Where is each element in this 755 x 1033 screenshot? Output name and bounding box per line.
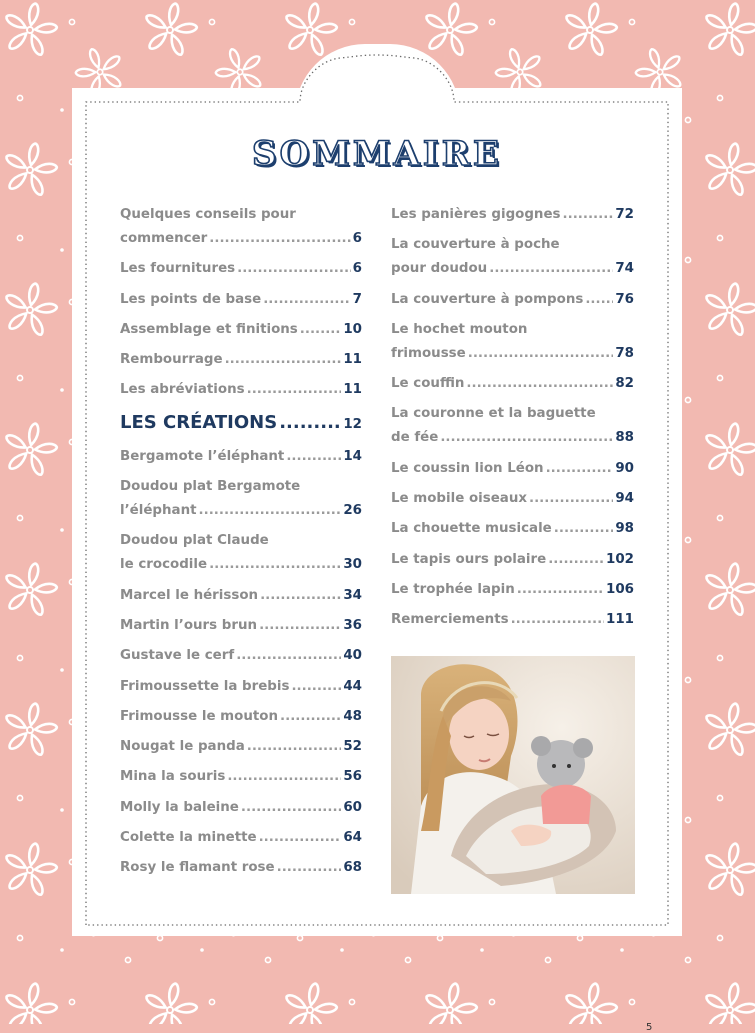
- toc-entry-page: 6: [352, 231, 362, 246]
- toc-entry-title: Molly la baleine: [120, 799, 239, 815]
- dot-leader: [241, 796, 341, 820]
- toc-entry-title: Le couffin: [391, 376, 465, 392]
- page-number: 5: [646, 1022, 653, 1033]
- dot-leader: [209, 553, 341, 577]
- toc-entry-line: [391, 402, 634, 426]
- toc-entry-title: La chouette musicale: [391, 521, 552, 537]
- toc-entry[interactable]: [391, 608, 634, 632]
- toc-entry[interactable]: [120, 644, 362, 668]
- toc-creations-list: [120, 445, 362, 881]
- toc-entry-title: La couverture à poche: [391, 237, 560, 253]
- toc-entry-page: 94: [615, 491, 634, 507]
- toc-entry[interactable]: [120, 348, 362, 372]
- toc-entry-title: Gustave le cerf: [120, 648, 235, 664]
- toc-entry[interactable]: [391, 517, 634, 541]
- toc-entry[interactable]: [391, 288, 634, 312]
- toc-entry-line: [120, 318, 362, 342]
- toc-entry[interactable]: [120, 675, 362, 699]
- toc-entry[interactable]: [120, 318, 362, 342]
- toc-entry-page: 14: [343, 448, 362, 464]
- toc-entry-line: [120, 826, 362, 850]
- toc-entry-title: Marcel le hérisson: [120, 587, 259, 603]
- toc-entry-title: Bergamote l’éléphant: [120, 448, 285, 464]
- toc-entry-page: 52: [343, 739, 362, 755]
- toc-entry[interactable]: [391, 372, 634, 396]
- toc-entry-page: 34: [343, 587, 362, 603]
- toc-right-column: [391, 203, 634, 639]
- toc-entry-title: Rembourrage: [120, 352, 223, 368]
- toc-entry[interactable]: [120, 856, 362, 880]
- toc-entry[interactable]: [120, 826, 362, 850]
- toc-right-list: [391, 203, 634, 632]
- toc-entry-title: Frimousse le mouton: [120, 708, 279, 724]
- toc-entry[interactable]: [120, 288, 362, 312]
- dot-leader: [247, 735, 342, 759]
- dot-leader: [280, 705, 341, 729]
- toc-entry[interactable]: [391, 487, 634, 511]
- toc-entry-title: Remerciements: [391, 612, 509, 628]
- toc-entry-page: 76: [615, 291, 634, 307]
- section-heading-label: LES CRÉATIONS: [120, 411, 278, 433]
- toc-entry[interactable]: [391, 402, 634, 450]
- toc-entry-title: Le trophée lapin: [391, 581, 515, 597]
- dot-leader: [529, 487, 613, 511]
- dot-leader: [489, 257, 613, 281]
- toc-entry-line: [391, 426, 634, 450]
- toc-left-column: [120, 203, 362, 887]
- toc-entry-page: 98: [615, 521, 634, 537]
- toc-entry-line: [120, 348, 362, 372]
- toc-entry-title: Colette la minette: [120, 830, 257, 846]
- toc-entry[interactable]: [120, 765, 362, 789]
- toc-entry[interactable]: [120, 529, 362, 577]
- toc-entry-page: 111: [606, 612, 634, 628]
- toc-entry-line: [120, 257, 362, 281]
- toc-entry-line: [120, 644, 362, 668]
- dot-leader: [263, 288, 350, 312]
- toc-entry-line: [120, 675, 362, 699]
- toc-entry-line: [391, 257, 634, 281]
- toc-entry-title: La couronne et la baguette: [391, 406, 596, 422]
- toc-entry[interactable]: [391, 203, 634, 227]
- toc-entry-page: 26: [343, 503, 362, 519]
- page-title: SOMMAIRE: [252, 134, 502, 174]
- toc-entry-line: [120, 529, 362, 553]
- toc-entry-page: 36: [343, 617, 362, 633]
- toc-entry-line: [120, 288, 362, 312]
- toc-entry[interactable]: [120, 584, 362, 608]
- toc-entry-page: 90: [615, 460, 634, 476]
- toc-entry-title: La couverture à pompons: [391, 291, 584, 307]
- toc-entry-title: Doudou plat Bergamote: [120, 479, 301, 495]
- toc-entry-title: commencer: [120, 231, 208, 246]
- dot-leader: [466, 372, 613, 396]
- toc-entry-page: 68: [343, 860, 362, 876]
- toc-entry-title: Assemblage et finitions: [120, 321, 298, 337]
- toc-entry[interactable]: [120, 735, 362, 759]
- toc-entry-line: [120, 378, 362, 402]
- toc-entry-page: 102: [606, 551, 634, 567]
- dot-leader: [291, 675, 341, 699]
- dot-leader: [227, 765, 341, 789]
- toc-entry-line: [120, 203, 362, 227]
- toc-entry[interactable]: [120, 257, 362, 281]
- toc-entry-page: 10: [343, 321, 362, 337]
- toc-entry[interactable]: [120, 378, 362, 402]
- toc-entry-title: Les abréviations: [120, 382, 245, 398]
- dot-leader: [209, 227, 350, 251]
- toc-entry-line: [391, 288, 634, 312]
- toc-entry[interactable]: [391, 318, 634, 366]
- dot-leader: [440, 426, 613, 450]
- toc-entry-page: 64: [343, 830, 362, 846]
- toc-entry-line: [120, 499, 362, 523]
- dot-leader: [279, 409, 341, 437]
- toc-entry[interactable]: [120, 203, 362, 251]
- toc-entry-line: [120, 856, 362, 880]
- dot-leader: [236, 644, 341, 668]
- toc-entry-page: 7: [352, 291, 362, 307]
- section-heading-creations[interactable]: [120, 409, 362, 439]
- toc-entry-title: Quelques conseils pour: [120, 207, 296, 222]
- toc-entry-line: [391, 233, 634, 257]
- toc-entry-page: 44: [343, 678, 362, 694]
- toc-entry-title: l’éléphant: [120, 503, 197, 519]
- dot-leader: [199, 499, 342, 523]
- toc-entry-line: [391, 548, 634, 572]
- toc-entry[interactable]: [391, 233, 634, 281]
- toc-entry-title: frimousse: [391, 345, 466, 361]
- toc-entry-title: Doudou plat Claude: [120, 533, 269, 549]
- toc-entry[interactable]: [391, 457, 634, 481]
- toc-entry-line: [120, 735, 362, 759]
- toc-entry[interactable]: [120, 705, 362, 729]
- toc-entry-page: 11: [343, 352, 362, 368]
- toc-entry-title: Le mobile oiseaux: [391, 491, 527, 507]
- dot-leader: [548, 548, 604, 572]
- toc-entry[interactable]: [391, 548, 634, 572]
- dot-leader: [259, 826, 342, 850]
- toc-entry-line: [391, 608, 634, 632]
- dot-leader: [260, 584, 341, 608]
- toc-entry-line: [391, 203, 634, 227]
- dot-leader: [286, 445, 341, 469]
- toc-entry-title: Le tapis ours polaire: [391, 551, 547, 567]
- dot-leader: [300, 318, 342, 342]
- toc-entry-title: Mina la souris: [120, 769, 226, 785]
- toc-entry-title: Les panières gigognes: [391, 207, 561, 222]
- toc-entry-page: 60: [343, 799, 362, 815]
- toc-entry-line: [391, 372, 634, 396]
- toc-entry-page: 78: [615, 345, 634, 361]
- toc-entry-page: 6: [352, 261, 362, 277]
- toc-entry-page: 88: [615, 430, 634, 446]
- toc-entry[interactable]: [391, 578, 634, 602]
- toc-entry-page: 48: [343, 708, 362, 724]
- toc-entry-line: [120, 796, 362, 820]
- toc-entry-line: [120, 614, 362, 638]
- toc-intro-list: [120, 203, 362, 402]
- dot-leader: [237, 257, 351, 281]
- toc-entry-page: 82: [615, 376, 634, 392]
- toc-entry-title: Le hochet mouton: [391, 321, 528, 337]
- toc-entry-title: Frimoussette la brebis: [120, 678, 290, 694]
- dot-leader: [554, 517, 614, 541]
- toc-entry-page: 40: [343, 648, 362, 664]
- toc-entry-line: [391, 517, 634, 541]
- toc-entry[interactable]: [120, 796, 362, 820]
- toc-entry-page: 106: [606, 581, 634, 597]
- toc-entry-line: [120, 553, 362, 577]
- toc-entry-title: pour doudou: [391, 261, 488, 277]
- toc-entry-title: Les points de base: [120, 291, 262, 307]
- toc-entry-title: le crocodile: [120, 557, 208, 573]
- dot-leader: [546, 457, 614, 481]
- toc-entry[interactable]: [120, 445, 362, 469]
- toc-entry-page: 30: [343, 557, 362, 573]
- toc-entry-page: 11: [343, 382, 362, 398]
- toc-entry-title: Martin l’ours brun: [120, 617, 258, 633]
- toc-entry[interactable]: [120, 475, 362, 523]
- toc-entry-page: 72: [615, 207, 634, 222]
- dot-leader: [277, 856, 342, 880]
- toc-entry-line: [120, 705, 362, 729]
- dot-leader: [259, 614, 341, 638]
- toc-entry-line: [391, 342, 634, 366]
- dot-leader: [225, 348, 342, 372]
- section-heading-page: 12: [343, 416, 362, 432]
- dot-leader: [468, 342, 614, 366]
- dot-leader: [247, 378, 342, 402]
- photo-illustration: [391, 656, 635, 894]
- photo-girl-with-crochet-mouse: [391, 656, 635, 894]
- toc-entry-title: de fée: [391, 430, 439, 446]
- toc-entry-line: [391, 318, 634, 342]
- dot-leader: [517, 578, 604, 602]
- toc-entry-line: [120, 227, 362, 251]
- toc-entry[interactable]: [120, 614, 362, 638]
- dot-leader: [563, 203, 614, 227]
- toc-entry-line: [120, 765, 362, 789]
- toc-entry-line: [391, 487, 634, 511]
- toc-entry-title: Nougat le panda: [120, 739, 245, 755]
- toc-entry-page: 74: [615, 261, 634, 277]
- toc-entry-title: Les fournitures: [120, 261, 236, 277]
- toc-entry-line: [120, 584, 362, 608]
- toc-entry-title: Le coussin lion Léon: [391, 460, 544, 476]
- dot-leader: [511, 608, 604, 632]
- toc-entry-page: 56: [343, 769, 362, 785]
- dot-leader: [585, 288, 613, 312]
- toc-entry-line: [120, 475, 362, 499]
- toc-entry-line: [391, 457, 634, 481]
- toc-entry-line: [391, 578, 634, 602]
- toc-entry-line: [120, 445, 362, 469]
- toc-entry-title: Rosy le flamant rose: [120, 860, 275, 876]
